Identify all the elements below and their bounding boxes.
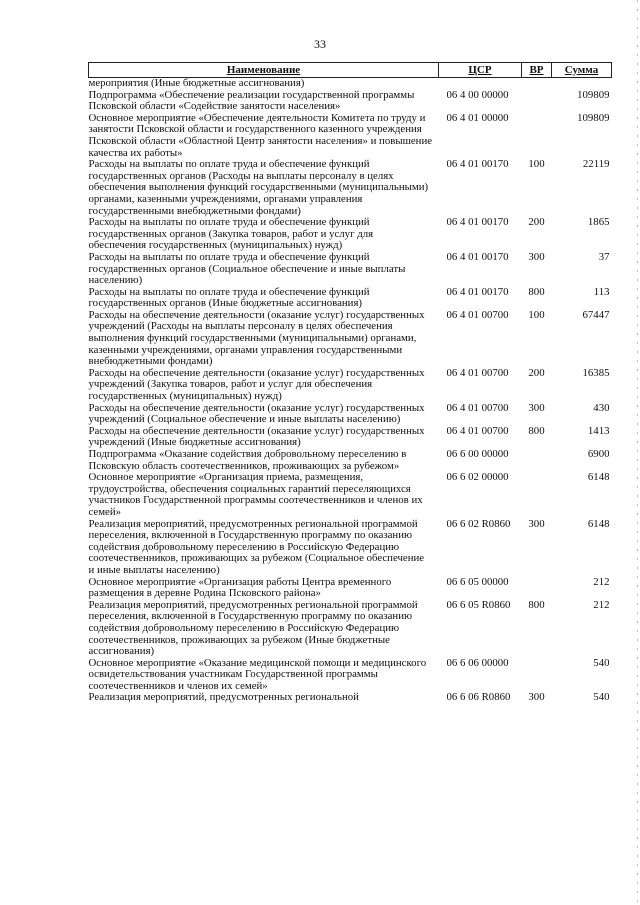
- vr-cell: [522, 113, 552, 159]
- table-body: [89, 78, 612, 705]
- table-row: [89, 90, 612, 113]
- sum-cell: 22119: [582, 158, 610, 171]
- vr-cell: 800: [528, 598, 545, 611]
- vr-cell: [522, 449, 552, 472]
- name-cell: Основное мероприятие «Организация приема, размещения, трудоустройства, обеспечения социальных гарантий переселяющихся участников Государственной программы соотечественников и членов их семей»: [88, 471, 423, 518]
- vr-cell: [522, 78, 552, 90]
- csr-cell: 06 4 01 00170: [446, 250, 509, 263]
- name-cell: Расходы на выплаты по оплате труда и обеспечение функций государственных органов (Закупка товаров, работ и услуг для обеспечения государственных (муниципальных) нужд): [88, 216, 374, 252]
- sum-cell: 6148: [587, 517, 610, 530]
- sum-cell: 212: [593, 598, 610, 611]
- name-cell: Расходы на обеспечение деятельности (оказание услуг) государственных учреждений (Социальное обеспечение и иные выплаты населению): [88, 401, 425, 426]
- sum-cell: 67447: [582, 308, 610, 321]
- name-cell: Основное мероприятие «Оказание медицинской помощи и медицинского освидетельствования участникам Государственной программы соотечественников и членов их семей»: [88, 656, 427, 692]
- csr-cell: 06 4 01 00170: [446, 158, 509, 171]
- name-cell: Расходы на выплаты по оплате труда и обеспечение функций государственных органов (Расходы на выплаты персоналу в целях обеспечения выполнения функций государственными (муниципальными) органами, казенными учреждениями, органами управления государственными внебюджетными фондами): [88, 158, 429, 217]
- name-cell: Реализация мероприятий, предусмотренных региональной программой переселения, включенной в Государственную программу по оказанию содействия добровольному переселению в Российскую Федерацию соотечественников, проживающих за рубежом (Социальное обеспечение и иные выплаты населению): [88, 517, 425, 576]
- sum-cell: 37: [598, 250, 610, 263]
- table-row: [89, 113, 612, 159]
- csr-cell: 06 6 05 00000: [446, 575, 509, 588]
- sum-cell: 540: [593, 691, 610, 704]
- csr-cell: 06 4 00 00000: [446, 88, 509, 101]
- sum-cell: 6148: [587, 471, 610, 484]
- name-cell: Основное мероприятие «Обеспечение деятельности Комитета по труду и занятости Псковской области и государственного казенного учреждения Псковской области «Областной Центр занятости населения» и повышение качества их работы»: [88, 111, 433, 159]
- table-row: [89, 252, 612, 287]
- table-row: [89, 403, 612, 426]
- csr-cell: 06 4 01 00170: [446, 285, 509, 298]
- name-cell: Подпрограмма «Оказание содействия добровольному переселению в Псковскую область соотечественников, проживающих за рубежом»: [88, 448, 407, 472]
- name-cell: мероприятия (Иные бюджетные ассигнования): [88, 77, 305, 89]
- name-cell: Реализация мероприятий, предусмотренных региональной: [88, 691, 359, 704]
- table-row: [89, 472, 612, 518]
- csr-cell: 06 4 01 00700: [446, 366, 509, 379]
- vr-cell: 300: [528, 250, 545, 263]
- name-cell: Расходы на выплаты по оплате труда и обеспечение функций государственных органов (Социальное обеспечение и иные выплаты населению): [88, 250, 406, 287]
- csr-cell: 06 4 01 00700: [446, 401, 509, 414]
- sum-cell: 109809: [577, 111, 610, 124]
- sum-cell: 212: [593, 575, 610, 588]
- header-vr: ВР: [522, 63, 552, 78]
- sum-cell: 109809: [577, 88, 610, 101]
- table-row: [89, 577, 612, 600]
- header-name: Наименование: [89, 63, 439, 78]
- sum-cell: 1865: [587, 216, 610, 229]
- csr-cell: 06 4 01 00700: [446, 308, 509, 321]
- vr-cell: [522, 472, 552, 518]
- table-row: [89, 78, 612, 90]
- sum-cell: 540: [593, 656, 610, 669]
- sum-cell: [552, 78, 612, 90]
- scan-edge-marks: [637, 0, 638, 905]
- sum-cell: 1413: [587, 424, 610, 437]
- csr-cell: 06 4 01 00170: [446, 216, 509, 229]
- vr-cell: [522, 577, 552, 600]
- vr-cell: [522, 90, 552, 113]
- vr-cell: 300: [528, 691, 545, 704]
- vr-cell: 300: [528, 517, 545, 530]
- table-row: [89, 287, 612, 310]
- csr-cell: 06 6 00 00000: [446, 448, 509, 460]
- csr-cell: 06 6 05 R0860: [446, 598, 511, 611]
- table-row: [89, 692, 612, 704]
- csr-cell: 06 6 02 00000: [446, 471, 509, 484]
- csr-cell: [439, 78, 522, 90]
- vr-cell: 800: [528, 424, 545, 437]
- table-header-row: [89, 63, 612, 78]
- budget-table: [88, 62, 612, 704]
- csr-cell: 06 4 01 00700: [446, 424, 509, 437]
- header-csr: ЦСР: [439, 63, 522, 78]
- table-row: [89, 600, 612, 658]
- name-cell: Расходы на выплаты по оплате труда и обеспечение функций государственных органов (Иные бюджетные ассигнования): [88, 285, 370, 310]
- name-cell: Расходы на обеспечение деятельности (оказание услуг) государственных учреждений (Закупка товаров, работ и услуг для обеспечения государственных (муниципальных) нужд): [88, 366, 425, 403]
- table-row: [89, 159, 612, 217]
- sum-cell: 113: [593, 285, 610, 298]
- name-cell: Подпрограмма «Обеспечение реализации государственной программы Псковской области «Содействие занятости населения»: [88, 88, 415, 113]
- table-row: [89, 449, 612, 472]
- sum-cell: 6900: [587, 448, 610, 460]
- table-row: [89, 368, 612, 403]
- csr-cell: 06 6 06 00000: [446, 656, 509, 669]
- table-row: [89, 519, 612, 577]
- csr-cell: 06 6 06 R0860: [446, 691, 511, 704]
- vr-cell: 800: [528, 285, 545, 298]
- table-row: [89, 310, 612, 368]
- vr-cell: 200: [528, 366, 545, 379]
- header-sum: Сумма: [552, 63, 612, 78]
- vr-cell: 200: [528, 216, 545, 229]
- vr-cell: 300: [528, 401, 545, 414]
- vr-cell: [522, 658, 552, 693]
- csr-cell: 06 6 02 R0860: [446, 517, 511, 530]
- sum-cell: 16385: [582, 366, 610, 379]
- name-cell: Расходы на обеспечение деятельности (оказание услуг) государственных учреждений (Расходы на выплаты персоналу в целях обеспечения выполнения функций государственными (муниципальными) органами, казенными учреждениями, органами управления государственными внебюджетными фондами): [88, 308, 425, 368]
- table-row: [89, 217, 612, 252]
- csr-cell: 06 4 01 00000: [446, 111, 509, 124]
- name-cell: Реализация мероприятий, предусмотренных региональной программой переселения, включенной в Государственную программу по оказанию содействия добровольному переселению в Российскую Федерацию соотечественников, проживающих за рубежом (Иные бюджетные ассигнования): [88, 598, 418, 658]
- table-row: [89, 658, 612, 693]
- name-cell: Основное мероприятие «Организация работы Центра временного размещения в деревне Родина Псковского района»: [88, 575, 392, 600]
- name-cell: Расходы на обеспечение деятельности (оказание услуг) государственных учреждений (Иные бюджетные ассигнования): [88, 424, 425, 449]
- vr-cell: 100: [528, 308, 545, 321]
- vr-cell: 100: [528, 158, 545, 171]
- table-row: [89, 426, 612, 449]
- sum-cell: 430: [593, 401, 610, 414]
- page-number: 33: [314, 37, 326, 51]
